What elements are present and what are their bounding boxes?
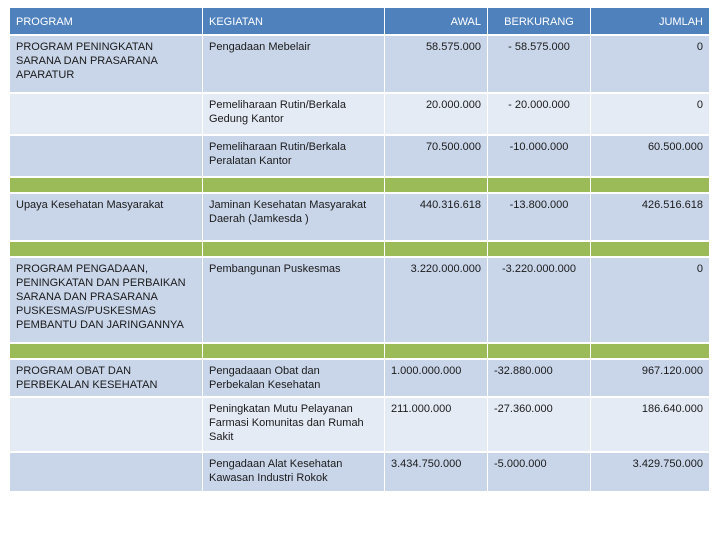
table-row-awal: 1.000.000.000 — [385, 360, 488, 398]
table-row-jumlah: 186.640.000 — [591, 398, 710, 453]
table-row-awal: 20.000.000 — [385, 94, 488, 136]
table-row-kegiatan: Pengadaan Mebelair — [203, 36, 385, 94]
header-jumlah: JUMLAH — [591, 8, 710, 36]
table-row-program: PROGRAM PENGADAAN, PENINGKATAN DAN PERBAIKAN SARANA DAN PRASARANA PUSKESMAS/PUSKESMAS PEMBANTU DAN JARINGANNYA — [10, 258, 203, 344]
separator-row — [488, 242, 591, 258]
table-row-berkurang: -10.000.000 — [488, 136, 591, 178]
table-row-kegiatan: Pembangunan Puskesmas — [203, 258, 385, 344]
separator-row — [591, 242, 710, 258]
header-berkurang: BERKURANG — [488, 8, 591, 36]
table-row-berkurang: -5.000.000 — [488, 453, 591, 493]
separator-row — [10, 178, 203, 194]
table-row-awal: 440.316.618 — [385, 194, 488, 242]
separator-row — [591, 178, 710, 194]
separator-row — [203, 242, 385, 258]
table-row-kegiatan: Jaminan Kesehatan Masyarakat Daerah (Jamkesda ) — [203, 194, 385, 242]
table-row-kegiatan: Pemeliharaan Rutin/Berkala Peralatan Kantor — [203, 136, 385, 178]
separator-row — [488, 178, 591, 194]
table-row-jumlah: 0 — [591, 36, 710, 94]
separator-row — [591, 344, 710, 360]
table-row-kegiatan: Pengadaan Alat Kesehatan Kawasan Industri Rokok — [203, 453, 385, 493]
separator-row — [385, 344, 488, 360]
table-row-berkurang: -13.800.000 — [488, 194, 591, 242]
table-row-awal: 70.500.000 — [385, 136, 488, 178]
budget-table — [10, 8, 710, 493]
table-row-jumlah: 0 — [591, 94, 710, 136]
table-row-program — [10, 453, 203, 493]
table-row-program — [10, 398, 203, 453]
table-row-berkurang: -32.880.000 — [488, 360, 591, 398]
separator-row — [203, 178, 385, 194]
separator-row — [385, 178, 488, 194]
table-row-program: PROGRAM PENINGKATAN SARANA DAN PRASARANA APARATUR — [10, 36, 203, 94]
table-row-program: Upaya Kesehatan Masyarakat — [10, 194, 203, 242]
table-row-awal: 3.220.000.000 — [385, 258, 488, 344]
separator-row — [10, 344, 203, 360]
header-awal: AWAL — [385, 8, 488, 36]
separator-row — [385, 242, 488, 258]
table-row-awal: 211.000.000 — [385, 398, 488, 453]
table-row-jumlah: 426.516.618 — [591, 194, 710, 242]
header-kegiatan: KEGIATAN — [203, 8, 385, 36]
table-row-awal: 58.575.000 — [385, 36, 488, 94]
table-row-kegiatan: Peningkatan Mutu Pelayanan Farmasi Komunitas dan Rumah Sakit — [203, 398, 385, 453]
separator-row — [203, 344, 385, 360]
separator-row — [488, 344, 591, 360]
table-row-jumlah: 3.429.750.000 — [591, 453, 710, 493]
table-row-program: PROGRAM OBAT DAN PERBEKALAN KESEHATAN — [10, 360, 203, 398]
table-row-program — [10, 94, 203, 136]
table-row-berkurang: - 20.000.000 — [488, 94, 591, 136]
table-row-kegiatan: Pemeliharaan Rutin/Berkala Gedung Kantor — [203, 94, 385, 136]
table-row-jumlah: 967.120.000 — [591, 360, 710, 398]
table-row-berkurang: - 58.575.000 — [488, 36, 591, 94]
table-row-awal: 3.434.750.000 — [385, 453, 488, 493]
header-program: PROGRAM — [10, 8, 203, 36]
separator-row — [10, 242, 203, 258]
table-row-jumlah: 0 — [591, 258, 710, 344]
table-row-kegiatan: Pengadaaan Obat dan Perbekalan Kesehatan — [203, 360, 385, 398]
table-row-berkurang: -27.360.000 — [488, 398, 591, 453]
table-row-jumlah: 60.500.000 — [591, 136, 710, 178]
table-row-program — [10, 136, 203, 178]
table-row-berkurang: -3.220.000.000 — [488, 258, 591, 344]
